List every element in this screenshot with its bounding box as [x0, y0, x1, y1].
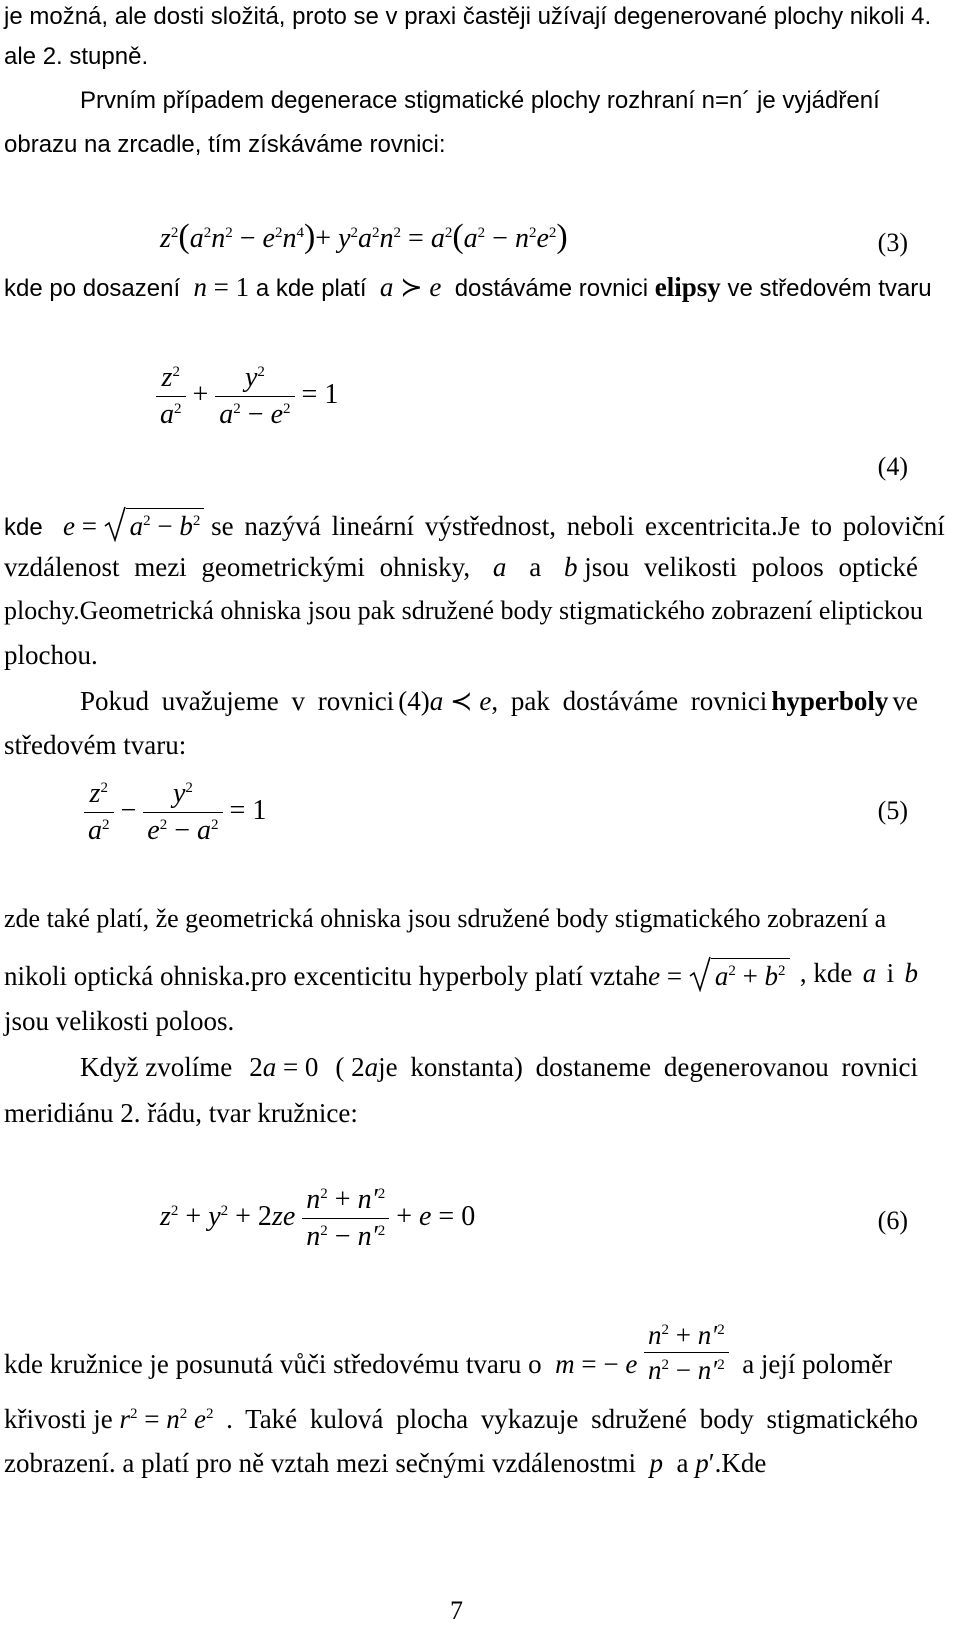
text-run: jsou velikosti poloos optické [584, 552, 918, 582]
text-run: obrazu na zrcadle, tím získáváme rovnici: [4, 131, 446, 158]
text-run: . Také kulová plocha vykazuje sdružené body stigmatického [226, 1404, 918, 1434]
text-line [4, 596, 923, 626]
text-run: vzdálenost mezi geometrickými ohnisky, [4, 552, 471, 582]
text-line: kde kružnice je posunutá vůči středovému tvaru o m = − e $\frac{n^2 + n'^2}{n^2 - n'^2}$ a její poloměr [4, 1320, 893, 1385]
equation-5: $\frac{z^2}{a^2}$ − $\frac{y^2}{e^2 - a^2}$ = 1 [84, 778, 266, 847]
text-run: ve [892, 686, 918, 716]
text-run: ( [335, 1052, 345, 1082]
text-run: meridiánu 2. řádu, tvar kružnice: [4, 1098, 358, 1128]
text-run: ale 2. stupně. [4, 43, 149, 70]
text-run: jsou velikosti poloos. [4, 1006, 235, 1036]
text-line: Pokud uvažujeme v rovnici (4)a ≺ e, pak dostáváme rovnici hyperboly ve [80, 686, 918, 716]
text-line [4, 1006, 234, 1036]
text-run: plochou. [4, 640, 98, 670]
text-run: křivosti je [4, 1404, 113, 1434]
text-run: kde kružnice je posunutá vůči středovému tvaru o [4, 1349, 542, 1379]
text-run: Když zvolíme [80, 1052, 233, 1082]
text-run: (4) [398, 686, 430, 716]
text-run: a její poloměr [742, 1349, 893, 1379]
sqrt-expression: $a^2 + b^2$ [689, 958, 790, 991]
equation-6: $z^2 + y^2 + 2ze$ $\frac{n^2 + n'^2}{n^2 - n'^2}$ + e = 0 [160, 1184, 476, 1252]
text-run: ve středovém tvaru [727, 275, 932, 302]
text-line: vzdálenost mezi geometrickými ohnisky, a a b jsou velikosti poloos optické [4, 552, 918, 582]
text-line [4, 1098, 358, 1128]
text-line [4, 2, 931, 32]
text-run: a kde platí [255, 275, 367, 302]
text-line [4, 904, 886, 934]
text-run: Prvním případem degenerace stigmatické plochy rozhraní n=n´ je vyjádření [80, 87, 880, 114]
text-run: i [886, 958, 895, 988]
text-run: kde po dosazení [4, 275, 181, 302]
text-run: Pokud uvažujeme v rovnici [80, 686, 395, 716]
text-run: středovém tvaru: [4, 730, 187, 760]
text-run: .Kde [714, 1448, 767, 1478]
text-run: dostáváme rovnici [454, 275, 649, 302]
text-line: křivosti je $r^2 = n^2$ $e^2$ . Také kulová plocha vykazuje sdružené body stigmatického [4, 1404, 918, 1434]
text-run: plochy.Geometrická ohniska jsou pak sdružené body stigmatického zobrazení eliptickou [4, 596, 923, 625]
page-number: 7 [450, 1596, 463, 1625]
text-run: a [676, 1448, 689, 1478]
text-run: a [529, 552, 542, 582]
text-line [4, 42, 148, 72]
text-run: je konstanta) dostaneme degenerovanou rovnici [378, 1052, 918, 1082]
text-run: se nazývá lineární výstřednost, neboli excentricita.Je to poloviční [211, 511, 945, 541]
equation-number: (5) [877, 796, 908, 825]
text-run: , kde [799, 958, 853, 988]
text-run: zobrazení. a platí pro ně vztah mezi sečnými vzdálenostmi [4, 1448, 637, 1478]
emphasis-term: hyperboly [771, 686, 889, 716]
equation-number: (4) [877, 452, 908, 481]
text-line: kde po dosazení n = 1 a kde platí a ≻ e dostáváme rovnici elipsy ve středovém tvaru [4, 272, 932, 302]
equation-number: (3) [877, 228, 908, 257]
text-run: nikoli optická ohniska.pro excenticitu hyperboly platí vztah [4, 961, 649, 991]
text-run: zde také platí, že geometrická ohniska jsou sdružené body stigmatického zobrazení a [4, 904, 887, 933]
text-line: kde e = $a^2 - b^2$ se nazývá lineární výstřednost, neboli excentricita.Je to poloviční [4, 508, 918, 543]
text-line [4, 130, 446, 160]
text-line: Když zvolíme 2a = 0 ( 2aje konstanta) dostaneme degenerovanou rovnici [80, 1052, 918, 1082]
text-run: , pak dostáváme rovnici [491, 686, 768, 716]
equation-number: (6) [877, 1206, 908, 1235]
text-line [4, 730, 186, 760]
text-run: je možná, ale dosti složitá, proto se v praxi častěji užívají degenerované plochy nikoli 4. [4, 3, 932, 30]
text-line [80, 86, 880, 116]
text-line: nikoli optická ohniska.pro excenticitu hyperboly platí vztahe = $a^2 + b^2$ , kde a i b [4, 958, 918, 991]
text-line [4, 640, 98, 670]
equation-3: $z^2(a^2n^2 - e^2n^4)+ y^2a^2n^2 = a^2(a^2 - n^2e^2)$ [160, 218, 568, 255]
sqrt-expression: $a^2 - b^2$ [104, 508, 205, 541]
text-line: zobrazení. a platí pro ně vztah mezi sečnými vzdálenostmi p a p′.Kde [4, 1448, 767, 1478]
emphasis-term: elipsy [654, 272, 721, 302]
equation-4: $\frac{z^2}{a^2}$ + $\frac{y^2}{a^2 - e^2}$ = 1 [156, 362, 338, 431]
text-run: kde [4, 514, 43, 541]
